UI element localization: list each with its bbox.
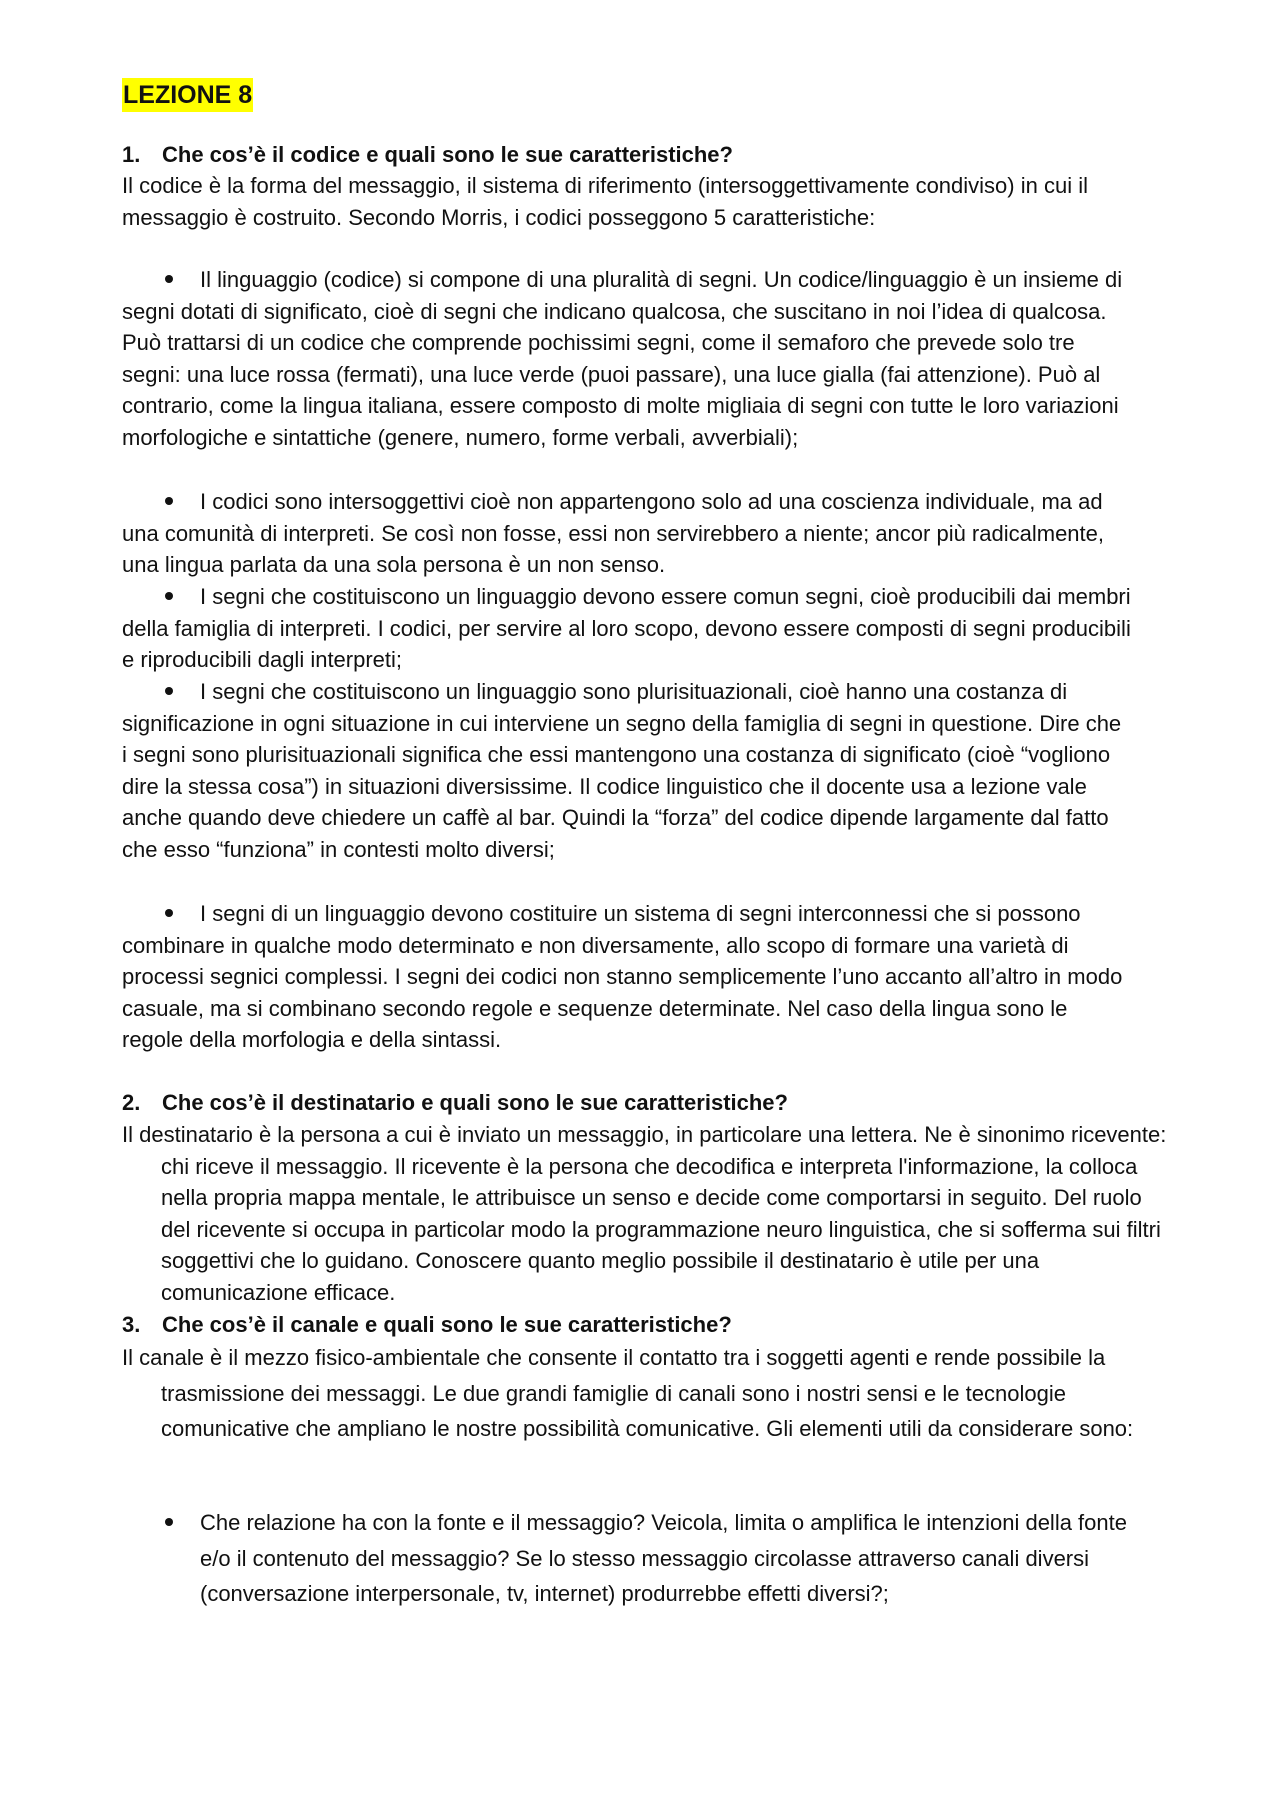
- question-text: Che cos’è il codice e quali sono le sue caratteristiche?: [162, 142, 733, 167]
- bullet-icon: [165, 1518, 173, 1526]
- question-3-heading: [122, 1309, 732, 1341]
- q1-bullet-3: I segni che costituiscono un linguaggio devono essere comun segni, cioè producibili dai membri della famiglia di interpreti. I codici, per servire al loro scopo, devono essere composti di segni producibili e riproducibili dagli interpreti;: [122, 584, 1131, 673]
- q1-bullet-1: Il linguaggio (codice) si compone di una pluralità di segni. Un codice/linguaggio è un insieme di segni dotati di significato, cioè di segni che indicano qualcosa, che suscitano in noi l’idea di qualcosa. Può trattarsi di un codice che comprende pochissimi segni, come il semaforo che prevede solo tre segni: una luce rossa (fermati), una luce verde (puoi passare), una luce gialla (fai attenzione). Può al contrario, come la lingua italiana, essere composto di molte migliaia di segni con tutte le loro variazioni morfologiche e sintattiche (genere, numero, forme verbali, avverbiali);: [122, 267, 1123, 450]
- question-number: 2.: [122, 1090, 141, 1115]
- question-2-heading: [122, 1087, 788, 1119]
- q1-bullet-5: I segni di un linguaggio devono costituire un sistema di segni interconnessi che si possono combinare in qualche modo determinato e non diversamente, allo scopo di formare una varietà di processi segnici complessi. I segni dei codici non stanno semplicemente l’uno accanto all’altro in modo casuale, ma si combinano secondo regole e sequenze determinate. Nel caso della lingua sono le regole della morfologia e della sintassi.: [122, 901, 1123, 1053]
- question-number: 3.: [122, 1312, 141, 1337]
- question-number: 1.: [122, 142, 141, 167]
- q3-bullet-1: Che relazione ha con la fonte e il messaggio? Veicola, limita o amplifica le intenzioni della fonte e/o il contenuto del messaggio? Se lo stesso messaggio circolasse attraverso canali diversi (conversazione interpersonale, tv, internet) produrrebbe effetti diversi?;: [200, 1510, 1127, 1606]
- q1-bullet-2: I codici sono intersoggettivi cioè non appartengono solo ad una coscienza individuale, ma ad una comunità di interpreti. Se così non fosse, essi non servirebbero a niente; ancor più radicalmente, una lingua parlata da una sola persona è un non senso.: [122, 489, 1104, 578]
- lesson-title: LEZIONE 8: [122, 78, 253, 112]
- q2-paragraph: Il destinatario è la persona a cui è inviato un messaggio, in particolare una lettera. Ne è sinonimo ricevente: chi riceve il messaggio. Il ricevente è la persona che decodifica e interpreta l'informazione, la colloca nella propria mappa mentale, le attribuisce un senso e decide come comportarsi in seguito. Del ruolo del ricevente si occupa in particolar modo la programmazione neuro linguistica, che si sofferma sui filtri soggettivi che lo guidano. Conoscere quanto meglio possibile il destinatario è utile per una comunicazione efficace.: [122, 1122, 1167, 1305]
- question-1-heading: [122, 139, 733, 171]
- question-text: Che cos’è il destinatario e quali sono le sue caratteristiche?: [162, 1090, 788, 1115]
- question-text: Che cos’è il canale e quali sono le sue caratteristiche?: [162, 1312, 732, 1337]
- q1-intro-paragraph: Il codice è la forma del messaggio, il sistema di riferimento (intersoggettivamente condiviso) in cui il messaggio è costruito. Secondo Morris, i codici posseggono 5 caratteristiche:: [122, 173, 1088, 230]
- q3-paragraph: Il canale è il mezzo fisico-ambientale che consente il contatto tra i soggetti agenti e rende possibile la trasmissione dei messaggi. Le due grandi famiglie di canali sono i nostri sensi e le tecnologie comunicative che ampliano le nostre possibilità comunicative. Gli elementi utili da considerare sono:: [122, 1345, 1134, 1441]
- q1-bullet-4: I segni che costituiscono un linguaggio sono plurisituazionali, cioè hanno una costanza di significazione in ogni situazione in cui interviene un segno della famiglia di segni in questione. Dire che i segni sono plurisituazionali significa che essi mantengono una costanza di significato (cioè “vogliono dire la stessa cosa”) in situazioni diversissime. Il codice linguistico che il docente usa a lezione vale anche quando deve chiedere un caffè al bar. Quindi la “forza” del codice dipende largamente dal fatto che esso “funziona” in contesti molto diversi;: [122, 679, 1122, 862]
